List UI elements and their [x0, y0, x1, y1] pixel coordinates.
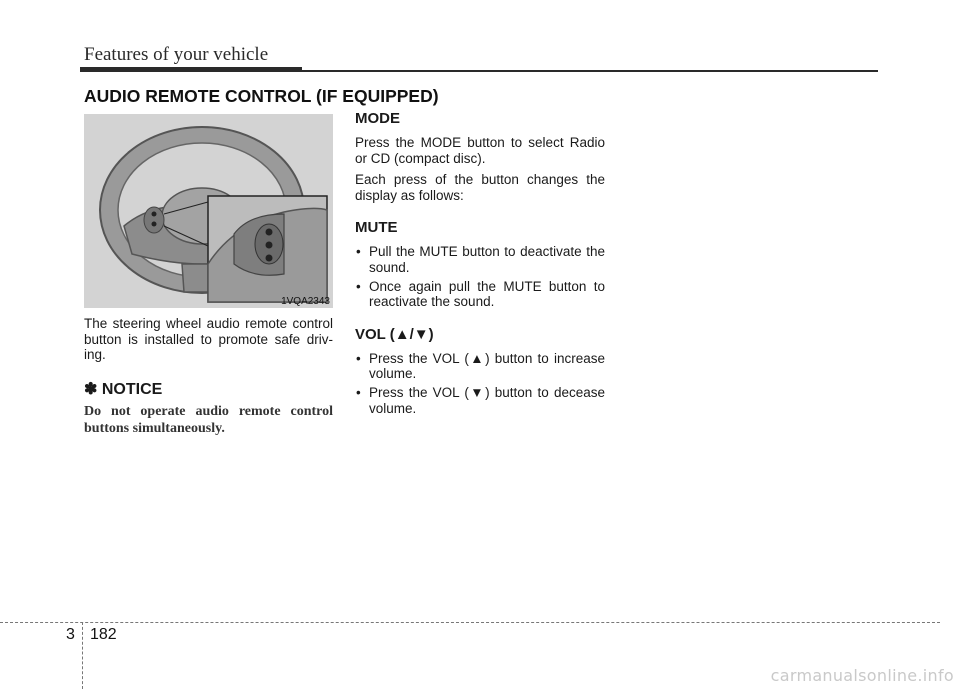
- footer-vertical-divider: [82, 622, 83, 689]
- mode-paragraph-2: Each press of the button changes the display as follows:: [355, 172, 605, 203]
- mode-heading: MODE: [355, 110, 400, 127]
- header-title: Features of your vehicle: [84, 44, 269, 65]
- chapter-number: 3: [66, 626, 75, 643]
- watermark: carmanualsonline.info: [770, 666, 954, 685]
- vol-list: [355, 351, 605, 416]
- left-column: [84, 316, 333, 437]
- list-item: • Pull the MUTE button to deactivate the sound.: [355, 244, 605, 275]
- mode-paragraph-1: Press the MODE button to select Radio or CD (compact disc).: [355, 135, 605, 166]
- footer-divider: [0, 622, 940, 623]
- vol-heading: VOL (▲/▼): [355, 325, 434, 343]
- page-number: 182: [90, 626, 117, 643]
- mute-list: [355, 244, 605, 309]
- header-rule-thin: [300, 70, 878, 72]
- section-title: AUDIO REMOTE CONTROL (IF EQUIPPED): [84, 86, 439, 106]
- steering-wheel-illustration: [84, 114, 333, 308]
- header-rule-thick: [80, 67, 302, 72]
- intro-paragraph: The steering wheel audio remote control button is installed to promote safe driv-ing.: [84, 316, 333, 363]
- list-item: • Press the VOL (▲) button to increase volume.: [355, 351, 605, 382]
- mute-heading: MUTE: [355, 219, 398, 237]
- notice-heading: ✽ NOTICE: [84, 380, 163, 398]
- notice-text: Do not operate audio remote control buttons simultaneously.: [84, 403, 333, 436]
- list-item: • Once again pull the MUTE button to reactivate the sound.: [355, 279, 605, 310]
- figure-label: 1VQA2343: [281, 296, 330, 307]
- list-item: • Press the VOL (▼) button to decease volume.: [355, 385, 605, 416]
- steering-wheel-figure: [84, 114, 333, 308]
- right-column: [355, 110, 605, 420]
